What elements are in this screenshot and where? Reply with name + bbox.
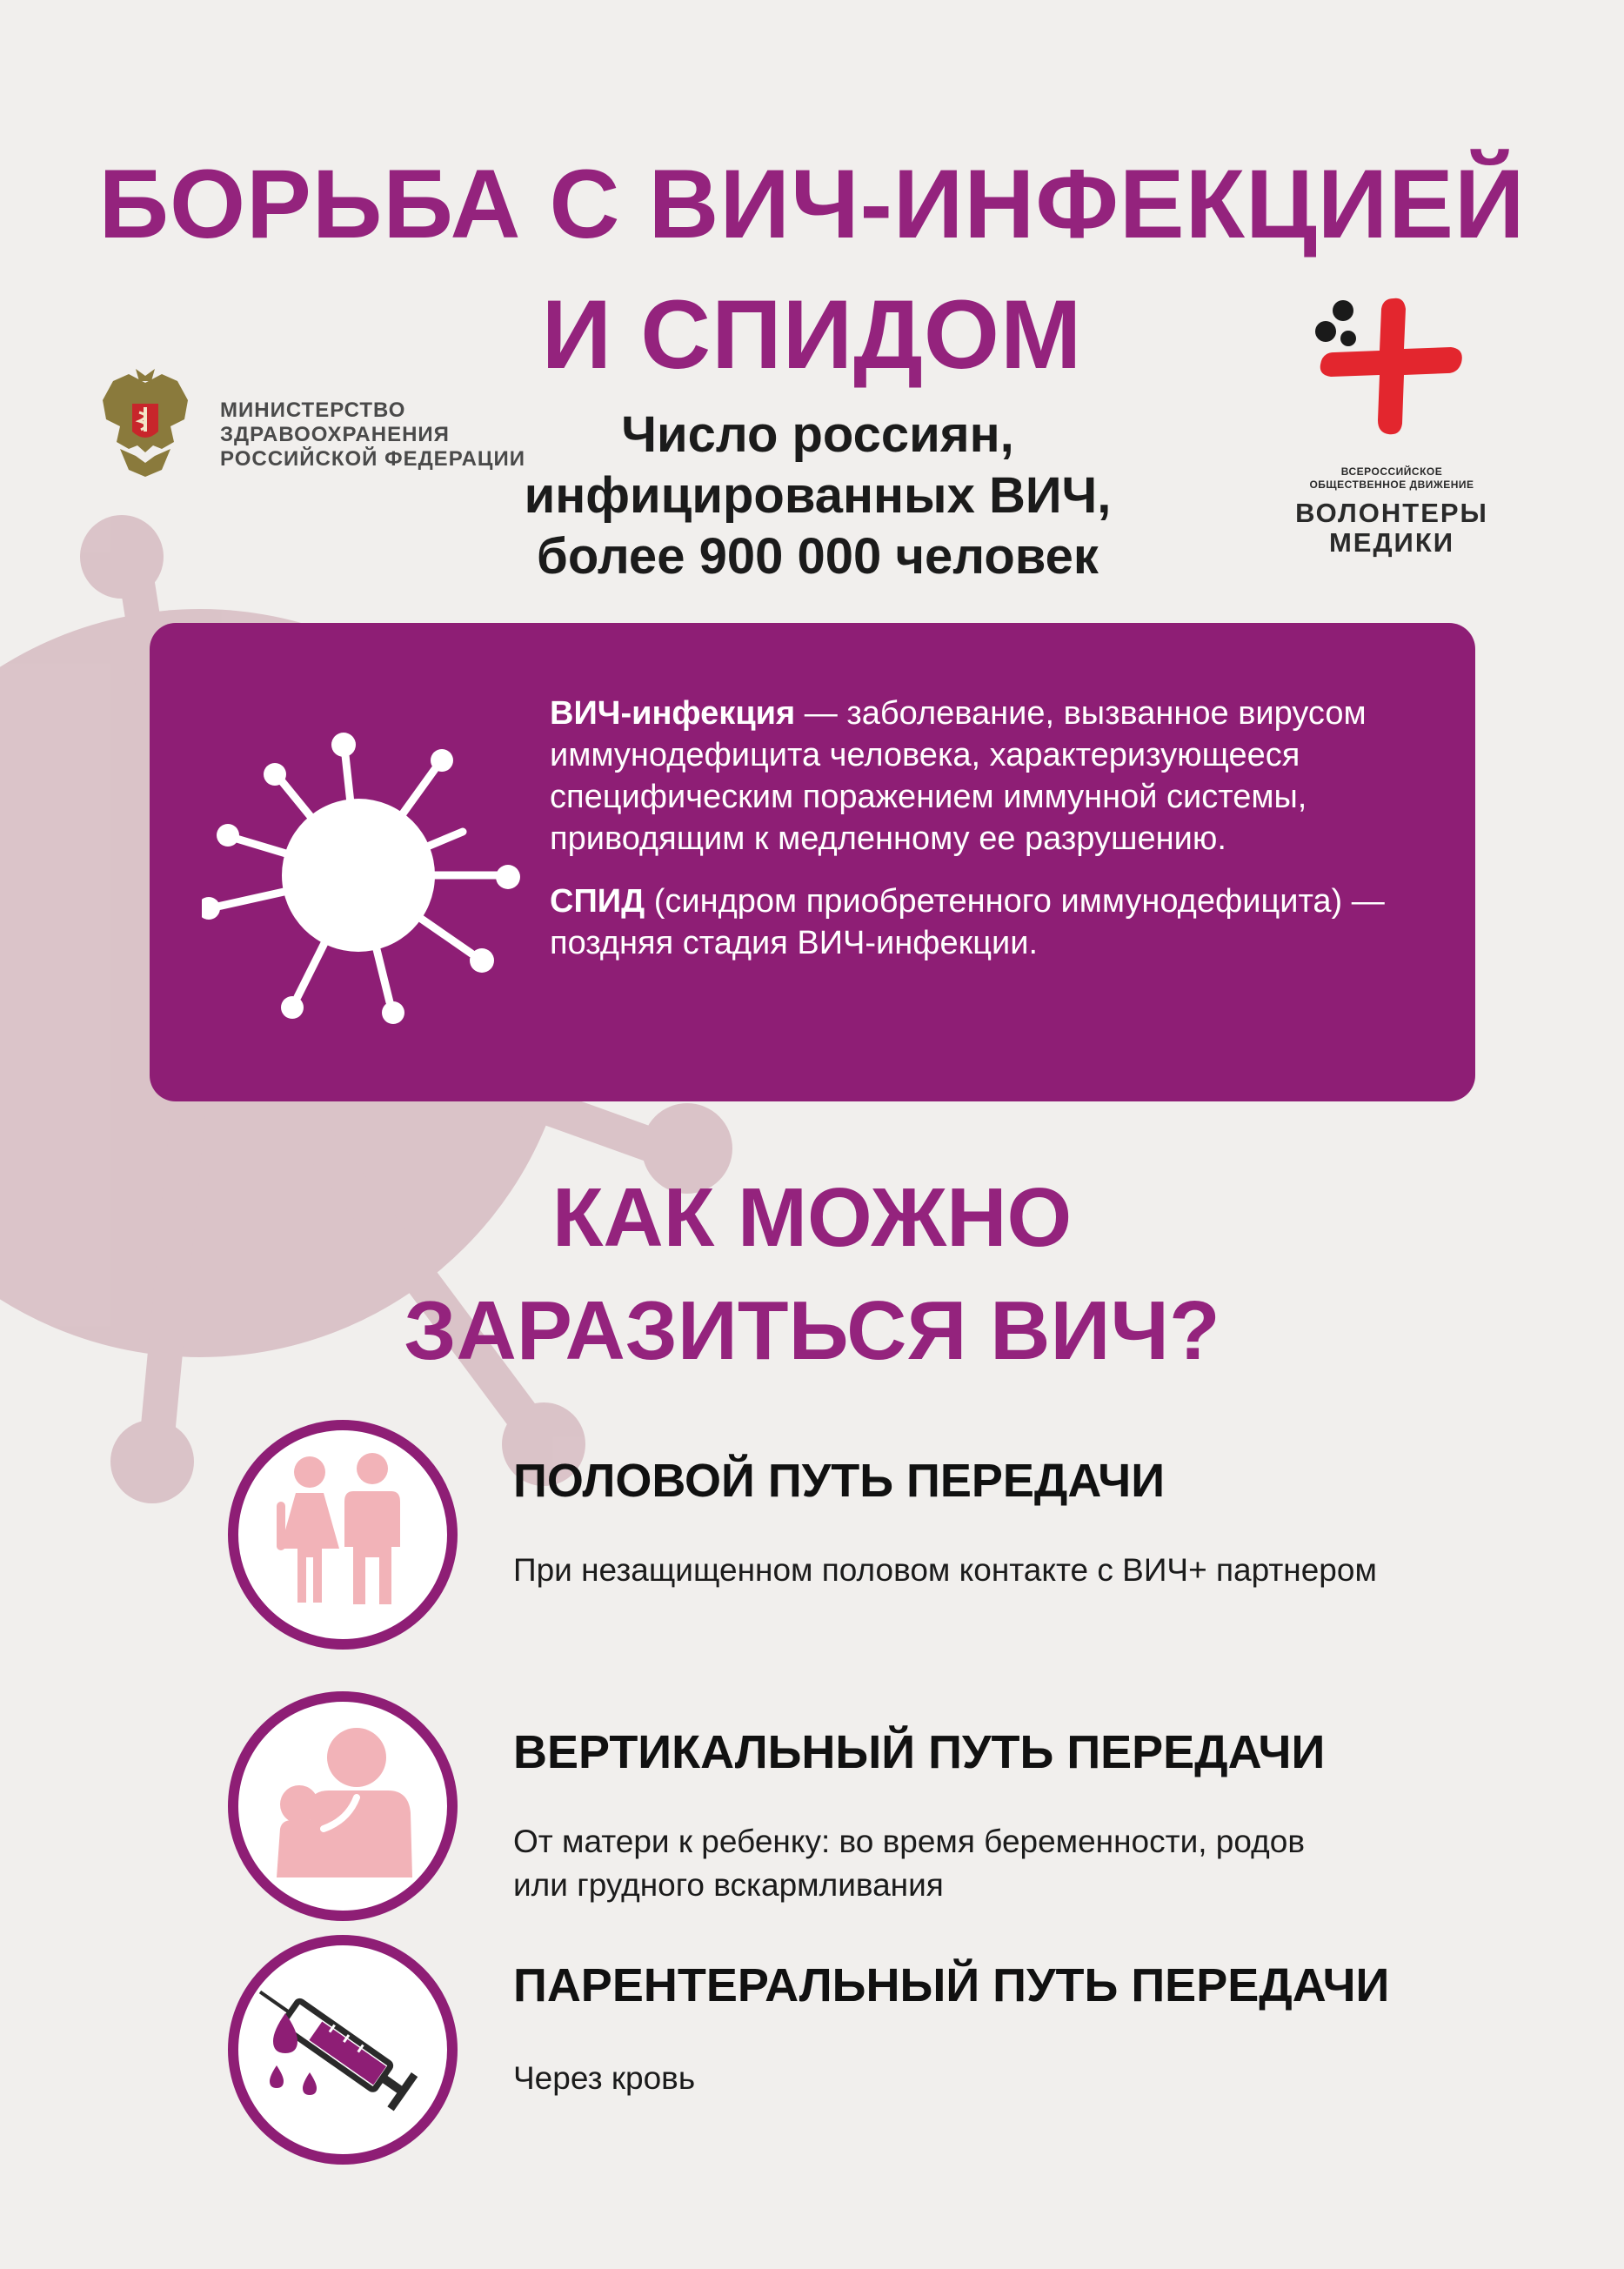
volunteers-name-line-1: ВОЛОНТЕРЫ (1295, 498, 1488, 528)
stat-line-1: Число россиян, (621, 406, 1014, 463)
ministry-line-2: ЗДРАВООХРАНЕНИЯ (220, 423, 450, 446)
route-title: ВЕРТИКАЛЬНЫЙ ПУТЬ ПЕРЕДАЧИ (513, 1726, 1326, 1778)
definition-text (550, 693, 1446, 985)
route-description-line: или грудного вскармливания (513, 1867, 944, 1903)
route-description-line: Через кровь (513, 2060, 696, 2096)
hiv-term: ВИЧ-инфекция (550, 695, 796, 732)
section-heading-line-2: ЗАРАЗИТЬСЯ ВИЧ? (404, 1284, 1220, 1377)
red-cross-plus-icon (1305, 291, 1479, 439)
double-headed-eagle-emblem-icon (94, 365, 197, 482)
aids-definition (550, 880, 1446, 964)
route-description-line: От матери к ребенку: во время беременности, родов (513, 1824, 1305, 1859)
route-vertical (226, 1690, 1531, 1942)
title-line-1: БОРЬБА С ВИЧ-ИНФЕКЦИЕЙ (98, 150, 1526, 258)
title-line-2: И СПИДОМ (541, 280, 1083, 389)
couple-icon (226, 1418, 459, 1651)
definition-box (150, 623, 1475, 1101)
stat-line-3: более 900 000 человек (537, 528, 1099, 585)
volunteers-name-line-2: МЕДИКИ (1328, 527, 1455, 558)
route-description (513, 2057, 1470, 2100)
route-parenteral (226, 1933, 1531, 2185)
section-heading (0, 1161, 1624, 1388)
ministry-line-3: РОССИЙСКОЙ ФЕДЕРАЦИИ (220, 447, 525, 471)
route-sexual (226, 1418, 1531, 1670)
ministry-name (220, 398, 525, 472)
volunteers-subtitle (1287, 465, 1496, 492)
route-title: ПОЛОВОЙ ПУТЬ ПЕРЕДАЧИ (513, 1455, 1166, 1507)
volunteers-sub-line-2: ОБЩЕСТВЕННОЕ ДВИЖЕНИЕ (1309, 479, 1474, 491)
mother-child-icon (226, 1690, 459, 1923)
section-heading-line-1: КАК МОЖНО (551, 1171, 1073, 1264)
aids-description: (синдром приобретенного иммунодефицита) — поздняя стадия ВИЧ-инфекции. (550, 883, 1385, 961)
route-description (513, 1820, 1470, 1907)
hiv-statistic (487, 405, 1148, 587)
ministry-logo (94, 365, 546, 487)
volunteers-sub-line-1: ВСЕРОССИЙСКОЕ (1340, 465, 1443, 478)
route-title: ПАРЕНТЕРАЛЬНЫЙ ПУТЬ ПЕРЕДАЧИ (513, 1959, 1390, 2011)
hiv-description: — заболевание, вызванное вирусом иммунодефицита человека, характеризующееся специфическим поражением иммунной системы, приводящим к медленному ее разрушению. (550, 695, 1367, 857)
syringe-blood-drops-icon (226, 1933, 459, 2166)
ministry-line-1: МИНИСТЕРСТВО (220, 398, 406, 422)
stat-line-2: инфицированных ВИЧ, (524, 467, 1112, 524)
volunteers-name (1287, 499, 1496, 558)
route-description (513, 1549, 1470, 1592)
hiv-definition (550, 693, 1446, 860)
aids-term: СПИД (550, 883, 645, 920)
route-description-line: При незащищенном половом контакте с ВИЧ+ партнером (513, 1552, 1377, 1588)
volunteers-medics-logo (1287, 291, 1496, 558)
virus-icon (202, 701, 532, 1032)
